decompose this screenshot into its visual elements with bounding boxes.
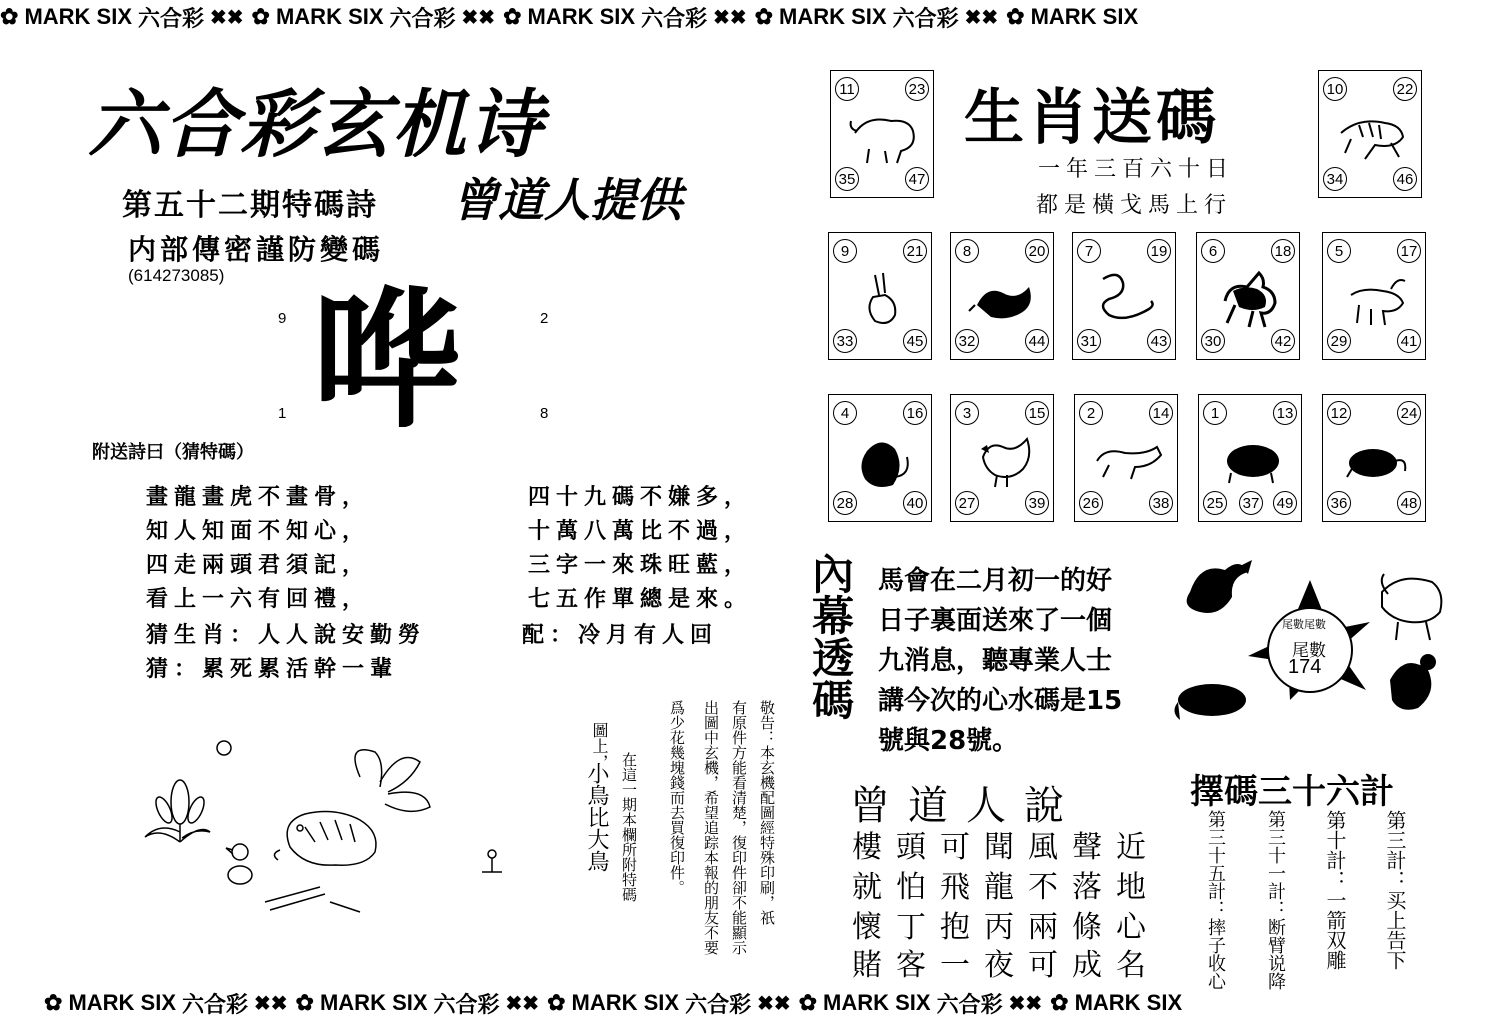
flower-icon: ✿ [798, 990, 818, 1015]
zodiac-number: 4 [833, 401, 857, 425]
banner-brand: MARK SIX [1030, 4, 1139, 29]
dragon-icon [967, 265, 1039, 329]
corner-number-tr: 2 [540, 310, 549, 327]
banner-unit [1006, 4, 1138, 30]
zodiac-card [830, 70, 934, 198]
pig-icon [1215, 427, 1287, 491]
zodiac-number: 26 [1079, 491, 1103, 515]
zodiac-number: 48 [1397, 491, 1421, 515]
strategy-column: 第三十一計：断臂说降 [1265, 810, 1286, 990]
zodiac-number: 32 [955, 329, 979, 353]
poem-right-line: 三字一來珠旺藍， [528, 552, 753, 578]
zodiac-number: 17 [1397, 239, 1421, 263]
main-title: 六合彩玄机诗 [88, 82, 544, 168]
zeng-title: 曾道人說 [850, 783, 1082, 829]
banner-cn: 六合彩 [433, 991, 500, 1017]
flower-icon: ✿ [251, 4, 270, 29]
zodiac-number: 30 [1201, 329, 1225, 353]
zodiac-card [1072, 232, 1176, 360]
zodiac-number: 6 [1201, 239, 1225, 263]
inside-line: 馬會在二月初一的好 [878, 566, 1113, 596]
big-character: 哗 [312, 275, 463, 449]
flower-icon: ✿ [0, 4, 19, 29]
poem-right-line: 七五作單總是來。 [528, 586, 753, 612]
zodiac-number: 5 [1327, 239, 1351, 263]
banner-brand: MARK SIX [823, 990, 931, 1015]
notice-column: 敬告：本玄機配圖經特殊印刷，祇 [758, 700, 776, 925]
zodiac-card [1198, 394, 1302, 522]
flower-icon: ✿ [503, 4, 522, 29]
poem-left-line: 四走兩頭君須記， [146, 552, 371, 578]
zodiac-number: 8 [955, 239, 979, 263]
inside-line: 號與28號。 [878, 726, 1019, 756]
zodiac-number: 23 [905, 77, 929, 101]
notice-column: 爲少花幾塊錢而去買復印件。 [668, 700, 686, 895]
zodiac-card [950, 394, 1054, 522]
zodiac-number: 49 [1273, 491, 1297, 515]
zodiac-card [828, 232, 932, 360]
banner-brand: MARK SIX [527, 4, 636, 29]
poem-left-line: 知人知面不知心， [146, 518, 371, 544]
snake-icon [1089, 265, 1161, 329]
dog-icon [1091, 427, 1163, 491]
zodiac-number: 18 [1271, 239, 1295, 263]
pei-line: 配：冷月有人回 [522, 622, 719, 648]
zodiac-card [1318, 70, 1422, 198]
strategy-title: 擇碼三十六計 [1190, 772, 1394, 812]
zeng-line: 賭客一夜可成名 [852, 948, 1160, 983]
flower-icon: ✿ [1006, 4, 1025, 29]
rat-icon [1339, 427, 1411, 491]
corner-number-bl: 1 [278, 405, 287, 422]
zodiac-number: 35 [835, 167, 859, 191]
appendix-title: 附送詩曰（猜特碼） [92, 442, 254, 463]
bottom-banner [0, 988, 1500, 1018]
banner-cn: 六合彩 [182, 991, 249, 1017]
note-column: 在這一期本欄所附特碼 [620, 752, 638, 902]
zodiac-number: 34 [1323, 167, 1347, 191]
zodiac-card [828, 394, 932, 522]
flower-icon: ✿ [1050, 990, 1069, 1015]
poem-right-line: 四十九碼不嫌多， [528, 484, 753, 510]
sketch-illustration [130, 732, 510, 922]
banner-cn: 六合彩 [892, 5, 959, 31]
provider-heading: 曾道人提供 [452, 173, 682, 227]
zodiac-number: 10 [1323, 77, 1347, 101]
note-big: 小鳥比大鳥 [584, 762, 609, 872]
zodiac-number: 37 [1239, 491, 1263, 515]
zodiac-number: 33 [833, 329, 857, 353]
banner-brand: MARK SIX [1074, 990, 1183, 1015]
banner-unit [547, 988, 791, 1018]
strategy-column: 第十計：一箭双雕 [1323, 810, 1347, 970]
tail-value: 174 [1288, 656, 1322, 678]
banner-cn: 六合彩 [641, 5, 708, 31]
tiger-icon [1335, 103, 1407, 167]
guess-shengxiao: 猜生肖：人人說安勤勞 [146, 622, 427, 648]
zodiac-number: 20 [1025, 239, 1049, 263]
tail-label: 尾數 [1292, 641, 1326, 660]
zodiac-number: 3 [955, 401, 979, 425]
banner-cn: 六合彩 [389, 5, 456, 31]
banner-cn: 六合彩 [936, 991, 1003, 1017]
zodiac-number: 39 [1025, 491, 1049, 515]
banner-brand: MARK SIX [275, 4, 384, 29]
banner-unit [44, 988, 288, 1018]
zodiac-number: 38 [1149, 491, 1173, 515]
zodiac-number: 42 [1271, 329, 1295, 353]
cross-icon: ✖✖ [1008, 992, 1043, 1015]
zodiac-number: 16 [903, 401, 927, 425]
inside-line: 九消息，聽專業人士 [878, 646, 1113, 676]
zodiac-number: 9 [833, 239, 857, 263]
zodiac-number: 31 [1077, 329, 1101, 353]
zodiac-number: 45 [903, 329, 927, 353]
top-banner [0, 2, 1500, 32]
inside-title: 內幕透碼 [806, 552, 855, 720]
zodiac-number: 21 [903, 239, 927, 263]
zodiac-subtitle-2: 都是橫戈馬上行 [1036, 193, 1233, 218]
zodiac-card [1322, 232, 1426, 360]
zodiac-number: 7 [1077, 239, 1101, 263]
phone-number: (614273085) [128, 266, 225, 285]
poem-left-line: 看上一六有回禮， [146, 586, 371, 612]
zodiac-number: 2 [1079, 401, 1103, 425]
guess-line: 猜：累死累活幹一輩 [146, 656, 399, 682]
zodiac-number: 41 [1397, 329, 1421, 353]
zodiac-number: 15 [1025, 401, 1049, 425]
zodiac-number: 28 [833, 491, 857, 515]
corner-number-br: 8 [540, 405, 549, 422]
secret-line: 内部傳密謹防變碼 [128, 233, 385, 266]
zodiac-number: 25 [1203, 491, 1227, 515]
zodiac-subtitle-1: 一年三百六十日 [1038, 157, 1235, 182]
zodiac-number: 43 [1147, 329, 1171, 353]
note-column: 圖上， [590, 722, 609, 770]
zodiac-number: 36 [1327, 491, 1351, 515]
banner-brand: MARK SIX [24, 4, 132, 29]
banner-unit [755, 2, 999, 32]
inside-line: 日子裏面送來了一個 [878, 606, 1113, 636]
banner-brand: MARK SIX [319, 990, 428, 1015]
banner-unit [0, 2, 244, 32]
zodiac-number: 46 [1393, 167, 1417, 191]
cross-icon: ✖✖ [757, 992, 791, 1015]
issue-heading: 第五十二期特碼詩 [122, 188, 378, 223]
strategy-column: 第三計：买上告下 [1383, 810, 1407, 970]
zodiac-number: 40 [903, 491, 927, 515]
banner-unit [503, 2, 747, 32]
banner-brand: MARK SIX [68, 990, 176, 1015]
zodiac-number: 13 [1273, 401, 1297, 425]
banner-unit [799, 988, 1043, 1018]
rabbit-icon [845, 265, 917, 329]
notice-column: 出圖中玄機，希望追踪本報的朋友不要 [702, 700, 720, 955]
ox-icon [847, 103, 919, 167]
banner-unit [1050, 990, 1182, 1016]
tail-ring-text: 尾數尾數 [1282, 618, 1326, 631]
cross-icon: ✖✖ [713, 6, 747, 29]
zodiac-title: 生肖送碼 [964, 83, 1220, 153]
banner-brand: MARK SIX [779, 4, 887, 29]
zodiac-number: 29 [1327, 329, 1351, 353]
cross-icon: ✖✖ [210, 6, 244, 29]
zodiac-number: 12 [1327, 401, 1351, 425]
corner-number-tl: 9 [278, 310, 287, 327]
banner-brand: MARK SIX [571, 990, 680, 1015]
zodiac-card [1074, 394, 1178, 522]
zodiac-number: 11 [835, 77, 859, 101]
flower-icon: ✿ [295, 990, 314, 1015]
flower-icon: ✿ [547, 990, 566, 1015]
zodiac-card [1322, 394, 1426, 522]
zodiac-number: 22 [1393, 77, 1417, 101]
rooster-icon [967, 427, 1039, 491]
banner-unit [252, 2, 496, 32]
zodiac-number: 27 [955, 491, 979, 515]
zeng-line: 樓頭可聞風聲近 [852, 830, 1160, 865]
banner-cn: 六合彩 [685, 991, 752, 1017]
cross-icon: ✖✖ [254, 992, 288, 1015]
zeng-line: 就怕飛龍不落地 [852, 870, 1160, 905]
banner-unit [296, 988, 540, 1018]
strategy-column: 第三十五計：摔子收心 [1205, 810, 1226, 990]
zodiac-number: 24 [1397, 401, 1421, 425]
notice-column: 有原件方能看清楚，復印件卻不能顯示 [730, 700, 748, 955]
zodiac-number: 1 [1203, 401, 1227, 425]
poem-right-line: 十萬八萬比不過， [528, 518, 753, 544]
cross-icon: ✖✖ [964, 6, 999, 29]
flower-icon: ✿ [754, 4, 774, 29]
zeng-line: 懷丁抱丙兩條心 [852, 910, 1160, 945]
goat-icon [1339, 265, 1411, 329]
zodiac-number: 19 [1147, 239, 1171, 263]
flower-icon: ✿ [44, 990, 63, 1015]
cross-icon: ✖✖ [505, 992, 540, 1015]
zodiac-number: 14 [1149, 401, 1173, 425]
monkey-icon [845, 427, 917, 491]
zodiac-number: 47 [905, 167, 929, 191]
zodiac-number: 44 [1025, 329, 1049, 353]
zodiac-card [950, 232, 1054, 360]
horse-icon [1213, 265, 1285, 329]
poem-left-line: 畫龍畫虎不畫骨， [146, 484, 371, 510]
inside-line: 講今次的心水碼是15 [878, 686, 1123, 716]
banner-cn: 六合彩 [138, 5, 205, 31]
zodiac-card [1196, 232, 1300, 360]
cross-icon: ✖✖ [461, 6, 496, 29]
